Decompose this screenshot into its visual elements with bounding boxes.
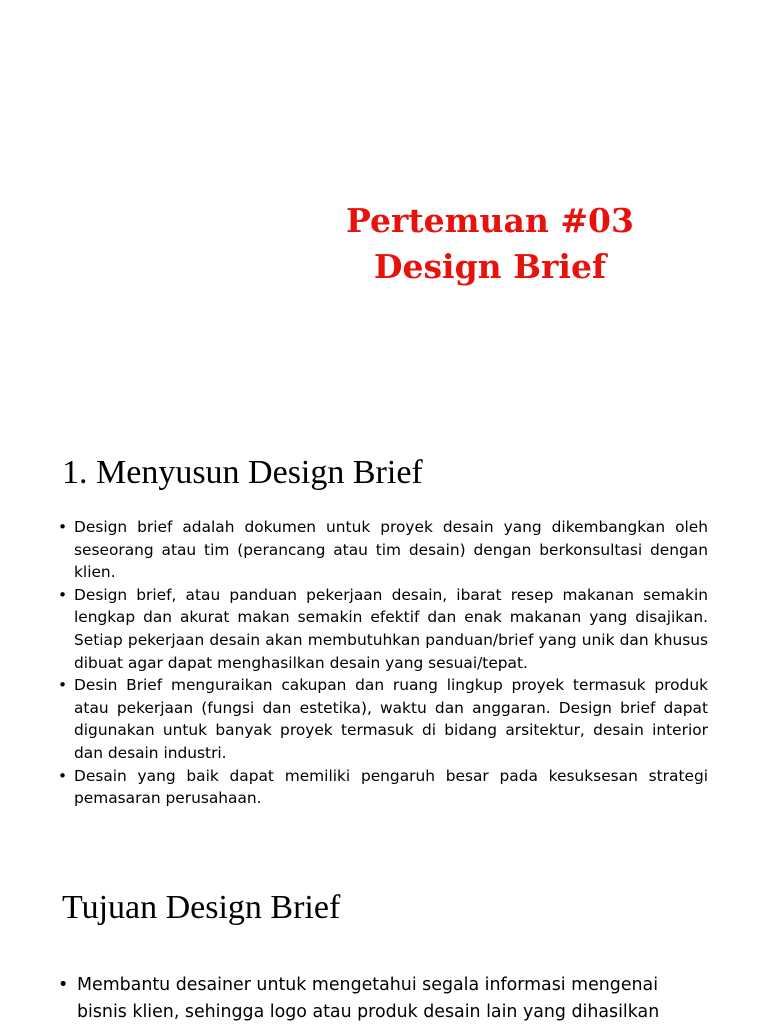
title-line-1: Pertemuan #03: [346, 201, 634, 240]
bullet-icon: •: [58, 975, 69, 995]
list-item: [58, 516, 708, 584]
menyusun-slide: [0, 420, 768, 845]
list-item-text: Design brief, atau panduan pekerjaan desain, ibarat resep makanan semakin lengkap dan akurat makan semakin efektif dan enak makanan yang disajikan. Setiap pekerjaan desain akan membutuhkan panduan/brief yang unik dan khusus dibuat agar dapat menghasilkan desain yang sesuai/tepat.: [74, 585, 708, 672]
bullet-list: [58, 972, 718, 1024]
list-item-text: Desin Brief menguraikan cakupan dan ruang lingkup proyek termasuk produk atau pekerjaan (fungsi dan estetika), waktu dan anggaran. Design brief dapat digunakan untuk banyak proyek termasuk di bidang arsitektur, desain interior dan desain industri.: [74, 676, 708, 762]
slide-title: [330, 198, 650, 290]
tujuan-slide: [0, 845, 768, 1024]
bullet-list: [58, 516, 708, 810]
list-item: [58, 765, 708, 810]
section-heading: 1. Menyusun Design Brief: [62, 454, 423, 491]
bullet-icon: •: [58, 518, 68, 536]
list-item: [58, 972, 718, 1024]
list-item-text-line-1: Membantu desainer untuk mengetahui segala informasi mengenai: [77, 975, 659, 995]
list-item-text: Desain yang baik dapat memiliki pengaruh besar pada kesuksesan strategi pemasaran perusahaan.: [74, 766, 708, 808]
bullet-icon: •: [58, 766, 68, 785]
bullet-icon: •: [58, 585, 68, 604]
list-item-text: Design brief adalah dokumen untuk proyek desain yang dikembangkan oleh seseorang atau tim (perancang atau tim desain) dengan berkonsultasi dengan klien.: [74, 518, 708, 582]
section-heading: Tujuan Design Brief: [62, 889, 341, 926]
title-slide: [0, 0, 768, 420]
title-line-2: Design Brief: [373, 247, 607, 286]
bullet-icon: •: [58, 676, 68, 695]
list-item: [58, 584, 708, 674]
list-item-text-line-2: bisnis klien, sehingga logo atau produk desain lain yang dihasilkan: [77, 1002, 660, 1022]
list-item: [58, 674, 708, 764]
